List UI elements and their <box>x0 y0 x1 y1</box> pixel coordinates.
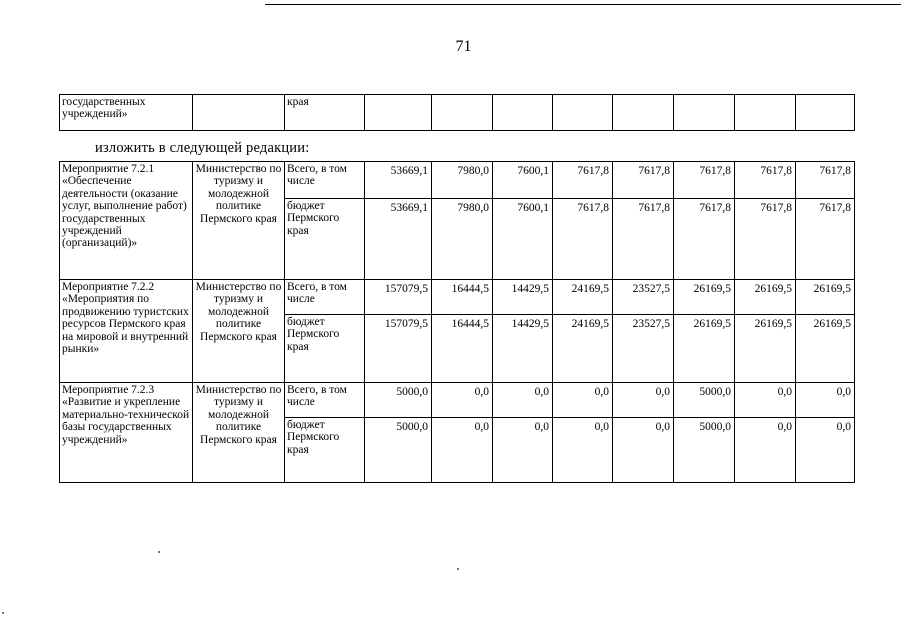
executor-cell: Министерство по туризму и молодежной политике Пермского края <box>193 280 285 383</box>
value-cell: 5000,0 <box>674 383 735 418</box>
table-row <box>60 162 855 199</box>
value-cell: 0,0 <box>735 418 796 483</box>
value-cell: 0,0 <box>493 383 553 418</box>
value-cell: 26169,5 <box>674 280 735 315</box>
value-cell: 53669,1 <box>365 199 432 280</box>
value-cell: 0,0 <box>796 383 855 418</box>
continuation-activity-cell: государственных учреждений» <box>60 95 193 131</box>
empty-cell <box>735 95 796 131</box>
intro-text: изложить в следующей редакции: <box>95 140 310 156</box>
empty-cell <box>432 95 493 131</box>
value-cell: 0,0 <box>553 418 613 483</box>
value-cell: 7600,1 <box>493 162 553 199</box>
source-cell: Всего, в том числе <box>285 162 365 199</box>
value-cell: 23527,5 <box>613 315 674 383</box>
value-cell: 0,0 <box>493 418 553 483</box>
empty-cell <box>493 95 553 131</box>
value-cell: 24169,5 <box>553 280 613 315</box>
value-cell: 0,0 <box>432 383 493 418</box>
empty-cell <box>553 95 613 131</box>
value-cell: 7600,1 <box>493 199 553 280</box>
empty-cell <box>613 95 674 131</box>
value-cell: 16444,5 <box>432 315 493 383</box>
value-cell: 7980,0 <box>432 162 493 199</box>
value-cell: 7617,8 <box>735 199 796 280</box>
value-cell: 0,0 <box>613 383 674 418</box>
value-cell: 7617,8 <box>553 162 613 199</box>
continuation-executor-cell <box>193 95 285 131</box>
scan-speck <box>457 568 459 570</box>
activity-name-cell: Мероприятие 7.2.1 «Обеспечение деятельности (оказание услуг, выполнение работ) государственных учреждений (организаций)» <box>60 162 193 280</box>
value-cell: 0,0 <box>796 418 855 483</box>
value-cell: 26169,5 <box>735 315 796 383</box>
activity-name-cell: Мероприятие 7.2.3 «Развитие и укрепление материально-технической базы государственных учреждений» <box>60 383 193 483</box>
value-cell: 157079,5 <box>365 280 432 315</box>
value-cell: 7617,8 <box>735 162 796 199</box>
value-cell: 5000,0 <box>674 418 735 483</box>
value-cell: 7617,8 <box>613 162 674 199</box>
table-row <box>60 383 855 418</box>
value-cell: 53669,1 <box>365 162 432 199</box>
continuation-source-cell: края <box>285 95 365 131</box>
activities-table <box>59 161 855 483</box>
page-number: 71 <box>455 38 472 55</box>
source-cell: Всего, в том числе <box>285 280 365 315</box>
source-cell: бюджет Пермского края <box>285 199 365 280</box>
top-rule <box>265 4 901 5</box>
value-cell: 7617,8 <box>796 162 855 199</box>
executor-cell: Министерство по туризму и молодежной политике Пермского края <box>193 162 285 280</box>
value-cell: 7617,8 <box>796 199 855 280</box>
value-cell: 23527,5 <box>613 280 674 315</box>
table-row <box>60 280 855 315</box>
continuation-table <box>59 94 855 131</box>
value-cell: 24169,5 <box>553 315 613 383</box>
value-cell: 26169,5 <box>796 315 855 383</box>
activity-name-cell: Мероприятие 7.2.2 «Мероприятия по продвижению туристских ресурсов Пермского края на мировой и внутренний рынки» <box>60 280 193 383</box>
value-cell: 26169,5 <box>796 280 855 315</box>
continuation-row <box>60 95 855 131</box>
executor-cell: Министерство по туризму и молодежной политике Пермского края <box>193 383 285 483</box>
empty-cell <box>365 95 432 131</box>
source-cell: бюджет Пермского края <box>285 418 365 483</box>
value-cell: 7617,8 <box>674 199 735 280</box>
value-cell: 7617,8 <box>613 199 674 280</box>
scan-speck <box>2 612 4 614</box>
scan-speck <box>158 551 160 553</box>
value-cell: 0,0 <box>553 383 613 418</box>
value-cell: 7617,8 <box>553 199 613 280</box>
value-cell: 16444,5 <box>432 280 493 315</box>
value-cell: 0,0 <box>613 418 674 483</box>
value-cell: 7980,0 <box>432 199 493 280</box>
value-cell: 26169,5 <box>735 280 796 315</box>
empty-cell <box>674 95 735 131</box>
value-cell: 26169,5 <box>674 315 735 383</box>
empty-cell <box>796 95 855 131</box>
value-cell: 5000,0 <box>365 383 432 418</box>
value-cell: 0,0 <box>735 383 796 418</box>
value-cell: 157079,5 <box>365 315 432 383</box>
value-cell: 0,0 <box>432 418 493 483</box>
value-cell: 5000,0 <box>365 418 432 483</box>
value-cell: 7617,8 <box>674 162 735 199</box>
value-cell: 14429,5 <box>493 280 553 315</box>
value-cell: 14429,5 <box>493 315 553 383</box>
source-cell: Всего, в том числе <box>285 383 365 418</box>
source-cell: бюджет Пермского края <box>285 315 365 383</box>
